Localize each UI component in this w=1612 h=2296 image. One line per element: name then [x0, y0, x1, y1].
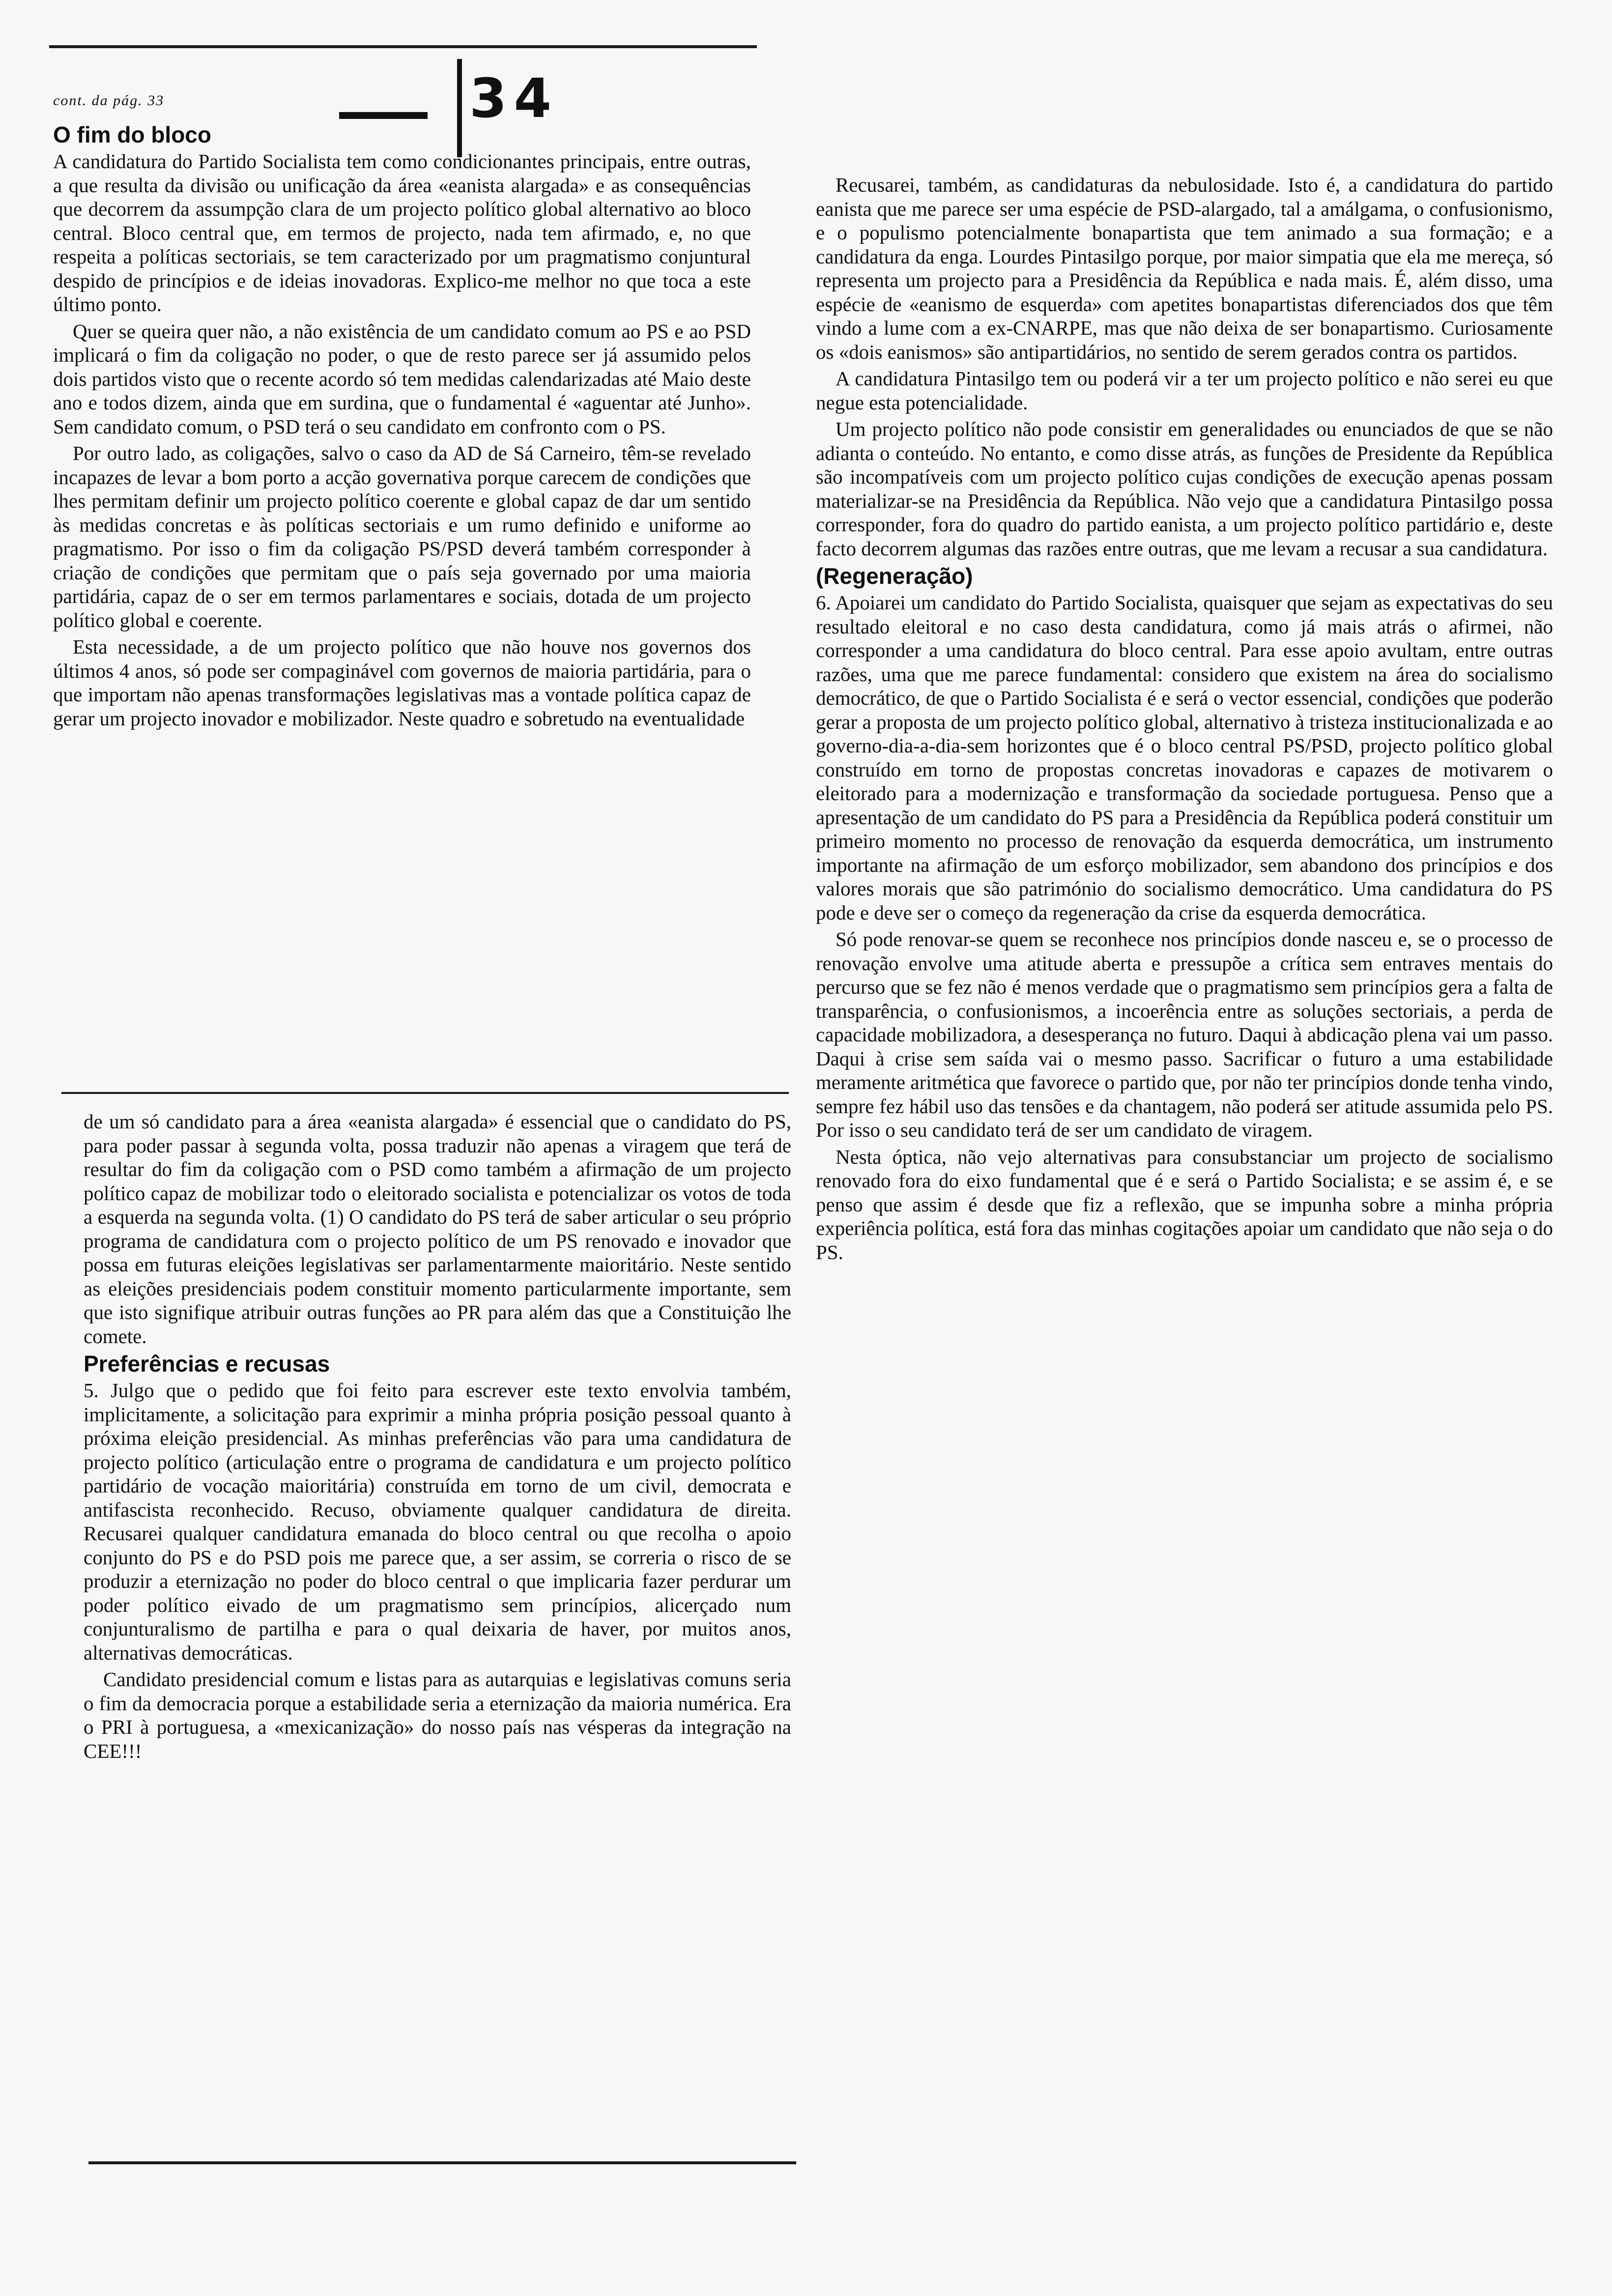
- section-heading-regeneracao: (Regeneração): [816, 563, 973, 589]
- top-rule: [49, 45, 757, 48]
- paragraph: Por outro lado, as coligações, salvo o caso da AD de Sá Carneiro, têm-se revelado incapazes de levar a bom porto a acção governativa porque carecem de condições que lhes permitam definir um projecto político coerente e global capaz de dar um sentido às medidas concretas e às políticas sectoriais e um rumo definido e uniforme ao pragmatismo. Por isso o fim da coligação PS/PSD deverá também corresponder à criação de condições que permitam que o país seja governado por uma maioria partidária, capaz de o ser em termos parlamentares e sociais, dotada de um projecto político global e coerente.: [53, 442, 751, 631]
- paragraph: A candidatura do Partido Socialista tem como condicionantes principais, entre outras, a que resulta da divisão ou unificação da área «eanista alargada» e as consequências que decorrem da assumpção clara de um projecto político global alternativo ao bloco central. Bloco central que, em termos de projecto, nada tem afirmado, e, no que respeita a políticas sectoriais, se tem caracterizado por um pragmatismo conjuntural despido de princípios e de ideias inovadoras. Explico-me melhor no que toca a este último ponto.: [53, 150, 751, 316]
- continued-note: cont. da pág. 33: [53, 92, 165, 109]
- section-heading-preferencias: Preferências e recusas: [84, 1351, 330, 1377]
- mid-rule-top: [61, 1092, 789, 1094]
- paragraph: 6. Apoiarei um candidato do Partido Socialista, quaisquer que sejam as expectativas do seu resultado eleitoral e no caso desta candidatura, como já mais atrás o afirmei, não corresponder a uma candidatura do bloco central. Para esse apoio avultam, entre outras razões, uma que me parece fundamental: considero que existem na área do socialismo democrático, de que o Partido Socialista é e será o vector essencial, condições que poderão gerar a proposta de um projecto político global, alternativo à tristeza institucionalizada e ao governo-dia-a-dia-sem horizontes que é o bloco central PS/PSD, projecto político global construído em torno de propostas concretas inovadoras e capazes de motivarem o eleitorado para a modernização e transformação da sociedade portuguesa. Penso que a apresentação de um candidato do PS para a Presidência da República poderá constituir um primeiro momento no processo de renovação da esquerda democrática, um instrumento importante na afirmação de um esforço mobilizador, sem abandono dos princípios e dos valores morais que são património do socialismo democrático. Uma candidatura do PS pode e deve ser o começo da regeneração da crise da esquerda democrática.: [816, 591, 1553, 924]
- paragraph: Candidato presidencial comum e listas para as autarquias e legislativas comuns seria o fim da democracia porque a estabilidade seria a eternização da maioria numérica. Era o PRI à portuguesa, a «mexicanização» do nosso país nas vésperas da integração na CEE!!!: [84, 1668, 791, 1762]
- paragraph: Esta necessidade, a de um projecto político que não houve nos governos dos últimos 4 anos, só pode ser compaginável com governos de maioria partidária, para o que importam não apenas transformações legislativas mas a vontade política capaz de gerar um projecto inovador e mobilizador. Neste quadro e sobretudo na eventualidade: [53, 635, 751, 730]
- paragraph: Recusarei, também, as candidaturas da nebulosidade. Isto é, a candidatura do partido eanista que me parece ser uma espécie de PSD-alargado, tal a amálgama, o confusionismo, e o populismo potencialmente bonapartista que tem animado a sua formação; e a candidatura da enga. Lourdes Pintasilgo porque, por maior simpatia que ela me mereça, só representa um projecto para a Presidência da República e nada mais. É, além disso, uma espécie de «eanismo de esquerda» com apetites bonapartistas diferenciados dos que têm vindo a lume com a ex-CNARPE, mas que não deixa de ser bonapartismo. Curiosamente os «dois eanismos» são antipartidários, no sentido de serem gerados contra os partidos.: [816, 173, 1553, 363]
- paragraph: Um projecto político não pode consistir em generalidades ou enunciados de que se não adianta o conteúdo. No entanto, e como disse atrás, as funções de Presidente da República são incompatíveis com um projecto político cujas condições de execução apenas possam materializar-se na Presidência da República. Não vejo que a candidatura Pintasilgo possa corresponder, fora do quadro do partido eanista, a um projecto político partidário e, deste facto decorrem algumas das razões entre outras, que me levam a recusar a sua candidatura.: [816, 418, 1553, 560]
- column-2: [84, 1110, 791, 2156]
- paragraph: 5. Julgo que o pedido que foi feito para escrever este texto envolvia também, implicitamente, a solicitação para exprimir a minha própria posição pessoal quanto à próxima eleição presidencial. As minhas preferências vão para uma candidatura de projecto político (articulação entre o programa de candidatura e um projecto político partidário de vocação maioritária) construída em torno de um civil, democrata e antifascista reconhecido. Recuso, obviamente qualquer candidatura de direita. Recusarei qualquer candidatura emanada do bloco central ou que recolha o apoio conjunto do PS e do PSD pois me parece que, a ser assim, se correria o risco de se produzir a eternização no poder do bloco central o que implicaria fazer perdurar um poder político eivado de um pragmatismo sem princípios, alicerçado num conjunturalismo de partilha e para o qual deixaria de haver, por muitos anos, alternativas democráticas.: [84, 1379, 791, 1664]
- heading-dash: [339, 112, 428, 119]
- column-3: [816, 173, 1553, 2281]
- paragraph: Quer se queira quer não, a não existência de um candidato comum ao PS e ao PSD implicará o fim da coligação no poder, o que de resto parece ser já assumido pelos dois partidos visto que o recente acordo só tem medidas calendarizadas até Maio deste ano e todos dizem, ainda que em surdina, que o fundamental é «aguentar até Junho». Sem candidato comum, o PSD terá o seu candidato em confronto com o PS.: [53, 319, 751, 438]
- column-1: [53, 122, 751, 1061]
- paragraph: Só pode renovar-se quem se reconhece nos princípios donde nasceu e, se o processo de renovação envolve uma atitude aberta e pressupõe a crítica sem entraves mentais do percurso que se fez não é menos verdade que o pragmatismo sem princípios gera a falta de transparência, o confusionismos, a incoerência entre as soluções sectoriais, a perda de capacidade mobilizadora, a desesperança no futuro. Daqui à abdicação plena vai um passo. Daqui à crise sem saída vai o mesmo passo. Sacrificar o futuro a uma estabilidade meramente aritmética que favorece o partido que, por não ter princípios donde tenha vindo, sempre fez hábil uso das tensões e da chantagem, não poderá ser atitude assumida pelo PS. Por isso o seu candidato terá de ser um candidato de viragem.: [816, 928, 1553, 1141]
- bottom-rule: [88, 2161, 796, 2164]
- page-number: 34: [469, 67, 559, 130]
- section-heading-fim-do-bloco: O fim do bloco: [53, 122, 211, 147]
- paragraph: A candidatura Pintasilgo tem ou poderá vir a ter um projecto político e não serei eu que negue esta potencialidade.: [816, 367, 1553, 414]
- paragraph: de um só candidato para a área «eanista alargada» é essencial que o candidato do PS, para poder passar à segunda volta, possa traduzir não apenas a viragem que terá de resultar do fim da coligação com o PSD como também a afirmação de um projecto político capaz de mobilizar todo o eleitorado socialista e potencializar os votos de toda a esquerda na segunda volta. (1) O candidato do PS terá de saber articular o seu próprio programa de candidatura com o projecto político de um PS renovado e inovador que possa em futuras eleições legislativas ser parlamentarmente maioritário. Neste sentido as eleições presidenciais podem constituir momento particularmente importante, sem que isto signifique atribuir outras funções ao PR para além das que a Constituição lhe comete.: [84, 1110, 791, 1348]
- paragraph: Nesta óptica, não vejo alternativas para consubstanciar um projecto de socialismo renovado fora do eixo fundamental que é e será o Partido Socialista; e se assim é, e se penso que assim é desde que fiz a reflexão, que se impunha sobre a minha própria experiência política, está fora das minhas cogitações apoiar um candidato que não seja o do PS.: [816, 1145, 1553, 1263]
